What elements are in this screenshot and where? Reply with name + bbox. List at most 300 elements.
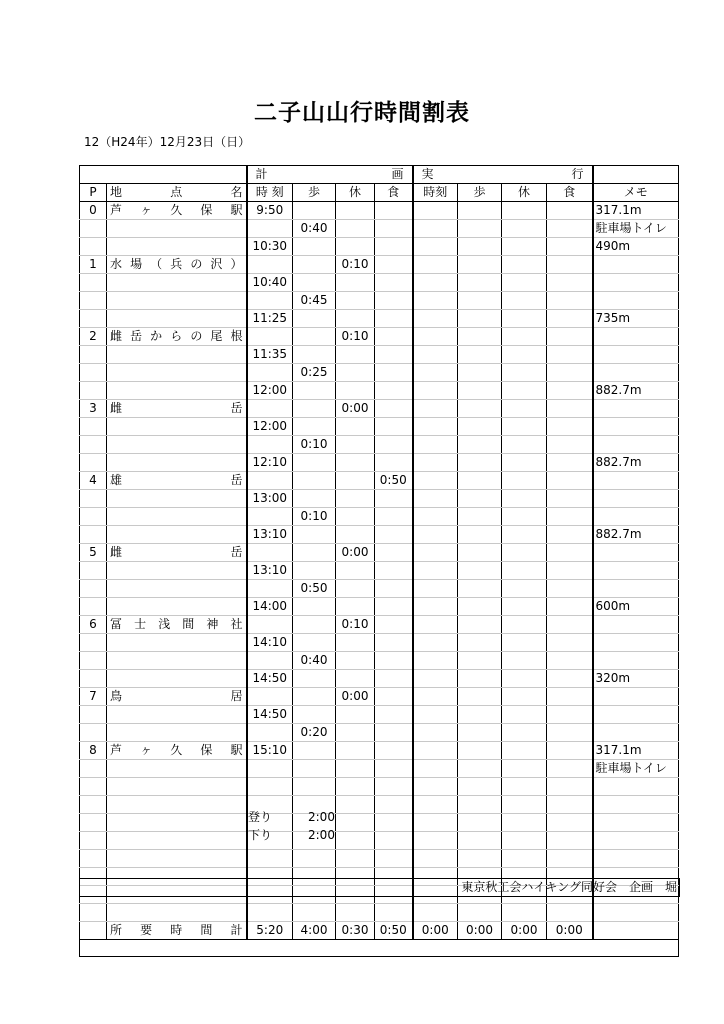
cell-p xyxy=(80,778,107,796)
table-row xyxy=(80,778,679,796)
cell-place xyxy=(107,364,247,382)
cell-time-actual xyxy=(413,796,458,814)
table-row xyxy=(80,760,679,778)
cell-walk-actual xyxy=(458,562,502,580)
cell-p xyxy=(80,220,107,238)
cell-walk-actual xyxy=(458,634,502,652)
table-row xyxy=(80,814,679,832)
header-blank xyxy=(80,166,247,184)
cell-memo xyxy=(593,472,679,490)
cell-memo xyxy=(593,814,679,832)
cell-walk-actual xyxy=(458,544,502,562)
cell-walk-plan xyxy=(293,616,336,634)
cell-rest-plan xyxy=(336,238,375,256)
cell-meal-actual xyxy=(547,274,593,292)
cell-place xyxy=(107,346,247,364)
cell-meal-actual xyxy=(547,544,593,562)
cell-rest-actual xyxy=(502,400,547,418)
cell-rest-plan xyxy=(336,760,375,778)
cell-memo: 600m xyxy=(593,598,679,616)
cell-rest-actual xyxy=(502,598,547,616)
cell-walk-plan xyxy=(293,328,336,346)
cell-rest-plan xyxy=(336,634,375,652)
cell-time-plan xyxy=(247,616,293,634)
cell-p: 7 xyxy=(80,688,107,706)
cell-time-plan: 9:50 xyxy=(247,202,293,220)
cell-walk-actual xyxy=(458,364,502,382)
cell-memo xyxy=(593,580,679,598)
table-row xyxy=(80,220,679,238)
cell-memo xyxy=(593,706,679,724)
cell-meal-plan xyxy=(375,400,413,418)
cell-meal-plan xyxy=(375,778,413,796)
cell-meal-actual xyxy=(547,724,593,742)
cell-rest-plan xyxy=(336,202,375,220)
cell-walk-plan: 0:10 xyxy=(293,508,336,526)
cell-memo xyxy=(593,832,679,850)
cell-meal-plan xyxy=(375,454,413,472)
cell-walk-actual xyxy=(458,418,502,436)
cell-meal-actual xyxy=(547,202,593,220)
cell-place xyxy=(107,562,247,580)
table-row xyxy=(80,400,679,418)
cell-walk-plan xyxy=(293,778,336,796)
cell-rest-actual xyxy=(502,454,547,472)
cell-rest-plan xyxy=(336,220,375,238)
cell-meal-plan xyxy=(375,328,413,346)
cell-time-actual xyxy=(413,832,458,850)
cell-rest-plan xyxy=(336,670,375,688)
cell-walk-actual xyxy=(458,256,502,274)
cell-time-plan: 12:00 xyxy=(247,418,293,436)
cell-p xyxy=(80,850,107,868)
cell-walk-plan xyxy=(293,850,336,868)
cell-time-plan xyxy=(247,292,293,310)
cell-memo xyxy=(593,544,679,562)
cell-meal-plan xyxy=(375,562,413,580)
total-meal-actual: 0:00 xyxy=(547,922,593,940)
climb-down xyxy=(248,826,335,843)
table-row xyxy=(80,580,679,598)
cell-walk-actual xyxy=(458,724,502,742)
cell-walk-plan xyxy=(293,490,336,508)
total-blank xyxy=(80,922,107,940)
cell-walk-plan xyxy=(293,544,336,562)
cell-meal-actual xyxy=(547,526,593,544)
cell-place xyxy=(107,652,247,670)
table-row xyxy=(80,832,679,850)
cell-walk-actual xyxy=(458,706,502,724)
table-row xyxy=(80,742,679,760)
cell-rest-actual xyxy=(502,724,547,742)
header-time-plan: 時 刻 xyxy=(247,184,293,202)
cell-meal-plan xyxy=(375,526,413,544)
cell-time-plan xyxy=(247,328,293,346)
cell-place: 鳥居 xyxy=(107,688,247,706)
cell-memo xyxy=(593,346,679,364)
cell-time-actual xyxy=(413,580,458,598)
cell-rest-plan: 0:00 xyxy=(336,400,375,418)
cell-memo: 882.7m xyxy=(593,454,679,472)
cell-walk-actual xyxy=(458,850,502,868)
cell-memo xyxy=(593,778,679,796)
header-actual: 実 行 xyxy=(413,166,593,184)
cell-walk-plan xyxy=(293,418,336,436)
cell-meal-actual xyxy=(547,454,593,472)
cell-memo: 駐車場トイレ xyxy=(593,220,679,238)
cell-time-plan xyxy=(247,778,293,796)
cell-rest-actual xyxy=(502,382,547,400)
cell-meal-plan xyxy=(375,760,413,778)
cell-place xyxy=(107,454,247,472)
cell-p: 2 xyxy=(80,328,107,346)
cell-walk-actual xyxy=(458,328,502,346)
cell-time-actual xyxy=(413,724,458,742)
cell-rest-plan xyxy=(336,562,375,580)
header-place: 地 点 名 xyxy=(107,184,247,202)
cell-place xyxy=(107,418,247,436)
cell-memo xyxy=(593,724,679,742)
cell-time-actual xyxy=(413,328,458,346)
cell-meal-actual xyxy=(547,562,593,580)
cell-memo xyxy=(593,418,679,436)
total-rest-plan: 0:30 xyxy=(336,922,375,940)
climb-down-value: 2:00 xyxy=(308,828,335,842)
cell-meal-actual xyxy=(547,904,593,922)
cell-rest-plan xyxy=(336,310,375,328)
cell-walk-actual xyxy=(458,238,502,256)
cell-time-actual xyxy=(413,562,458,580)
total-memo xyxy=(593,922,679,940)
schedule-body xyxy=(80,202,679,922)
table-row xyxy=(80,310,679,328)
cell-meal-actual xyxy=(547,238,593,256)
cell-walk-actual xyxy=(458,688,502,706)
cell-time-actual xyxy=(413,652,458,670)
cell-time-plan xyxy=(247,400,293,418)
cell-memo: 317.1m xyxy=(593,742,679,760)
cell-time-plan: 13:00 xyxy=(247,490,293,508)
cell-meal-actual xyxy=(547,670,593,688)
cell-memo xyxy=(593,796,679,814)
cell-meal-actual xyxy=(547,598,593,616)
cell-time-plan xyxy=(247,436,293,454)
cell-meal-plan xyxy=(375,724,413,742)
cell-memo xyxy=(593,256,679,274)
total-walk-actual: 0:00 xyxy=(458,922,502,940)
cell-p xyxy=(80,508,107,526)
cell-meal-plan: 0:50 xyxy=(375,472,413,490)
cell-time-plan xyxy=(247,850,293,868)
cell-walk-actual xyxy=(458,310,502,328)
cell-walk-plan xyxy=(293,472,336,490)
cell-place xyxy=(107,580,247,598)
cell-meal-actual xyxy=(547,778,593,796)
cell-rest-plan xyxy=(336,904,375,922)
cell-time-actual xyxy=(413,400,458,418)
cell-rest-plan xyxy=(336,274,375,292)
cell-walk-plan xyxy=(293,598,336,616)
table-row xyxy=(80,670,679,688)
cell-p xyxy=(80,418,107,436)
cell-rest-plan xyxy=(336,346,375,364)
table-row xyxy=(80,472,679,490)
cell-rest-actual xyxy=(502,688,547,706)
cell-rest-actual xyxy=(502,904,547,922)
cell-walk-actual xyxy=(458,598,502,616)
header-rest-actual: 休 xyxy=(502,184,547,202)
cell-meal-plan xyxy=(375,238,413,256)
cell-place: 雌岳 xyxy=(107,544,247,562)
cell-time-actual xyxy=(413,238,458,256)
cell-memo xyxy=(593,688,679,706)
cell-time-plan: 13:10 xyxy=(247,526,293,544)
cell-memo xyxy=(593,490,679,508)
total-time-plan: 5:20 xyxy=(247,922,293,940)
cell-meal-plan xyxy=(375,706,413,724)
cell-p xyxy=(80,670,107,688)
cell-rest-plan xyxy=(336,490,375,508)
cell-meal-actual xyxy=(547,580,593,598)
cell-meal-actual xyxy=(547,256,593,274)
header-blank-memo xyxy=(593,166,679,184)
cell-rest-actual xyxy=(502,562,547,580)
cell-place xyxy=(107,490,247,508)
table-row xyxy=(80,364,679,382)
table-row xyxy=(80,346,679,364)
cell-meal-plan xyxy=(375,850,413,868)
table-row xyxy=(80,598,679,616)
cell-meal-actual xyxy=(547,220,593,238)
cell-memo xyxy=(593,292,679,310)
cell-rest-actual xyxy=(502,202,547,220)
cell-meal-actual xyxy=(547,634,593,652)
cell-rest-plan xyxy=(336,814,375,832)
cell-rest-plan xyxy=(336,472,375,490)
table-row xyxy=(80,436,679,454)
cell-time-actual xyxy=(413,346,458,364)
cell-walk-actual xyxy=(458,382,502,400)
cell-meal-plan xyxy=(375,274,413,292)
cell-walk-plan: 0:40 xyxy=(293,652,336,670)
cell-walk-plan xyxy=(293,238,336,256)
cell-time-plan: 10:40 xyxy=(247,274,293,292)
cell-walk-actual xyxy=(458,832,502,850)
cell-rest-actual xyxy=(502,832,547,850)
cell-time-actual xyxy=(413,634,458,652)
cell-memo xyxy=(593,436,679,454)
table-row xyxy=(80,274,679,292)
table-row xyxy=(80,238,679,256)
cell-rest-actual xyxy=(502,778,547,796)
cell-meal-plan xyxy=(375,346,413,364)
cell-memo xyxy=(593,562,679,580)
cell-walk-actual xyxy=(458,526,502,544)
cell-place xyxy=(107,274,247,292)
climb-down-label: 下り xyxy=(248,828,273,842)
cell-place xyxy=(107,778,247,796)
cell-rest-plan: 0:10 xyxy=(336,256,375,274)
cell-memo: 駐車場トイレ xyxy=(593,760,679,778)
cell-p xyxy=(80,706,107,724)
cell-place: 水場（兵の沢） xyxy=(107,256,247,274)
page-title: 二子山山行時間割表 xyxy=(254,100,470,126)
cell-time-plan xyxy=(247,220,293,238)
table-row xyxy=(80,256,679,274)
cell-meal-actual xyxy=(547,364,593,382)
cell-rest-actual xyxy=(502,634,547,652)
cell-walk-actual xyxy=(458,796,502,814)
cell-time-plan xyxy=(247,904,293,922)
cell-rest-plan: 0:00 xyxy=(336,688,375,706)
cell-meal-plan xyxy=(375,256,413,274)
cell-time-actual xyxy=(413,670,458,688)
cell-p xyxy=(80,832,107,850)
cell-time-plan xyxy=(247,256,293,274)
cell-time-plan xyxy=(247,760,293,778)
cell-rest-plan xyxy=(336,832,375,850)
cell-place xyxy=(107,436,247,454)
cell-p xyxy=(80,238,107,256)
cell-time-plan: 14:00 xyxy=(247,598,293,616)
cell-time-actual xyxy=(413,616,458,634)
cell-memo: 882.7m xyxy=(593,382,679,400)
cell-p xyxy=(80,490,107,508)
cell-place xyxy=(107,814,247,832)
cell-time-actual xyxy=(413,274,458,292)
cell-place xyxy=(107,760,247,778)
cell-meal-plan xyxy=(375,832,413,850)
cell-time-actual xyxy=(413,688,458,706)
cell-rest-plan xyxy=(336,778,375,796)
cell-p xyxy=(80,364,107,382)
cell-rest-actual xyxy=(502,508,547,526)
cell-memo: 490m xyxy=(593,238,679,256)
cell-rest-plan xyxy=(336,418,375,436)
cell-walk-actual xyxy=(458,220,502,238)
cell-place xyxy=(107,904,247,922)
cell-time-actual xyxy=(413,292,458,310)
cell-time-plan xyxy=(247,364,293,382)
cell-meal-plan xyxy=(375,742,413,760)
cell-walk-plan: 0:50 xyxy=(293,580,336,598)
cell-meal-actual xyxy=(547,760,593,778)
cell-rest-plan xyxy=(336,454,375,472)
cell-meal-plan xyxy=(375,670,413,688)
table-row xyxy=(80,418,679,436)
table-row xyxy=(80,904,679,922)
cell-rest-actual xyxy=(502,580,547,598)
table-row xyxy=(80,508,679,526)
cell-meal-actual xyxy=(547,850,593,868)
total-walk-plan: 4:00 xyxy=(293,922,336,940)
cell-meal-plan xyxy=(375,202,413,220)
cell-rest-plan xyxy=(336,796,375,814)
cell-meal-actual xyxy=(547,688,593,706)
cell-p xyxy=(80,310,107,328)
climb-up-value: 2:00 xyxy=(308,810,335,824)
cell-walk-plan xyxy=(293,904,336,922)
cell-meal-plan xyxy=(375,796,413,814)
cell-walk-plan xyxy=(293,742,336,760)
header-walk-actual: 歩 xyxy=(458,184,502,202)
table-row xyxy=(80,544,679,562)
cell-meal-plan xyxy=(375,364,413,382)
cell-walk-actual xyxy=(458,292,502,310)
cell-walk-plan xyxy=(293,310,336,328)
header-p: P xyxy=(80,184,107,202)
cell-place: 雌岳 xyxy=(107,400,247,418)
cell-meal-actual xyxy=(547,292,593,310)
cell-p xyxy=(80,598,107,616)
cell-rest-actual xyxy=(502,814,547,832)
cell-rest-actual xyxy=(502,220,547,238)
cell-rest-plan xyxy=(336,724,375,742)
cell-time-plan xyxy=(247,508,293,526)
cell-p xyxy=(80,652,107,670)
cell-walk-actual xyxy=(458,490,502,508)
cell-meal-plan xyxy=(375,652,413,670)
total-row xyxy=(80,922,679,940)
cell-time-actual xyxy=(413,310,458,328)
cell-rest-plan: 0:10 xyxy=(336,328,375,346)
cell-time-plan: 15:10 xyxy=(247,742,293,760)
cell-place: 芦ヶ久保駅 xyxy=(107,202,247,220)
cell-time-plan: 14:50 xyxy=(247,706,293,724)
cell-p: 3 xyxy=(80,400,107,418)
spacer-row xyxy=(80,940,679,957)
table-row xyxy=(80,796,679,814)
cell-rest-actual xyxy=(502,652,547,670)
cell-place: 雌岳からの尾根 xyxy=(107,328,247,346)
cell-meal-actual xyxy=(547,652,593,670)
cell-rest-plan xyxy=(336,706,375,724)
cell-p xyxy=(80,580,107,598)
cell-rest-plan xyxy=(336,508,375,526)
cell-p: 1 xyxy=(80,256,107,274)
cell-walk-actual xyxy=(458,202,502,220)
cell-p xyxy=(80,454,107,472)
cell-memo xyxy=(593,508,679,526)
cell-rest-actual xyxy=(502,544,547,562)
cell-walk-actual xyxy=(458,274,502,292)
header-memo: メモ xyxy=(593,184,679,202)
cell-walk-actual xyxy=(458,346,502,364)
cell-walk-plan xyxy=(293,562,336,580)
table-row xyxy=(80,850,679,868)
cell-rest-actual xyxy=(502,256,547,274)
cell-rest-actual xyxy=(502,328,547,346)
cell-time-plan xyxy=(247,544,293,562)
cell-meal-actual xyxy=(547,382,593,400)
cell-meal-plan xyxy=(375,580,413,598)
cell-rest-actual xyxy=(502,760,547,778)
cell-time-actual xyxy=(413,850,458,868)
cell-walk-plan: 0:40 xyxy=(293,220,336,238)
cell-rest-plan xyxy=(336,382,375,400)
cell-memo xyxy=(593,400,679,418)
cell-meal-plan xyxy=(375,220,413,238)
cell-time-plan: 10:30 xyxy=(247,238,293,256)
cell-meal-plan xyxy=(375,598,413,616)
cell-time-plan xyxy=(247,688,293,706)
cell-walk-plan xyxy=(293,346,336,364)
cell-time-plan: 13:10 xyxy=(247,562,293,580)
cell-rest-plan: 0:10 xyxy=(336,616,375,634)
cell-meal-actual xyxy=(547,814,593,832)
cell-p xyxy=(80,814,107,832)
cell-walk-plan xyxy=(293,706,336,724)
